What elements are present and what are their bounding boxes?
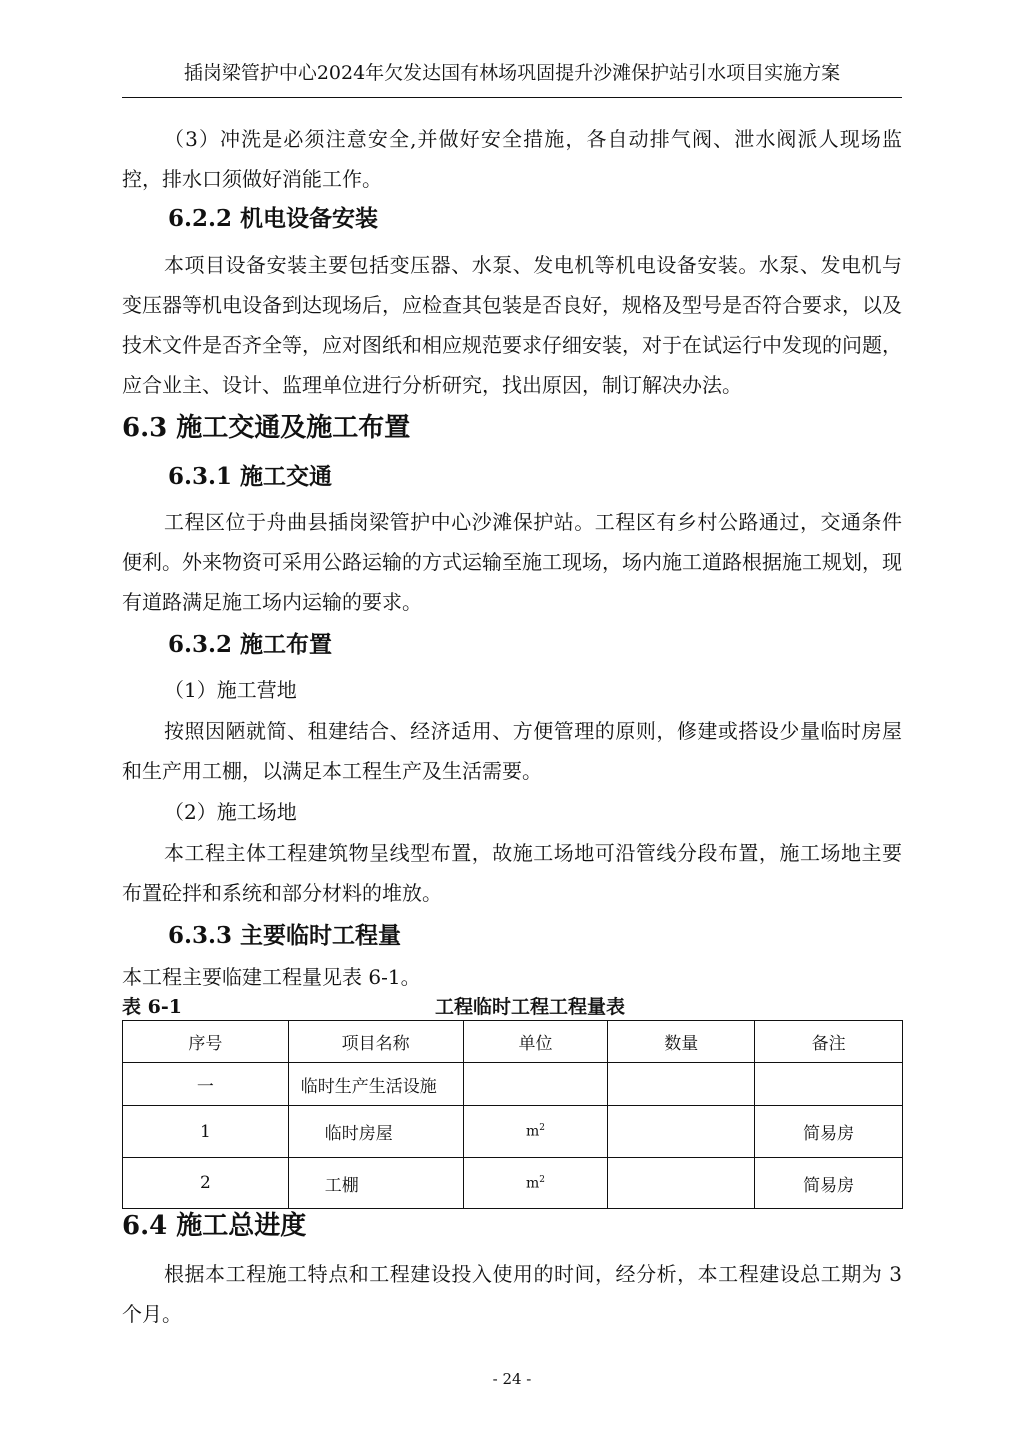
table-header-row	[123, 1021, 903, 1063]
table-header-cell: 备注	[755, 1021, 903, 1063]
table-row	[123, 1063, 903, 1106]
table-header-cell: 单位	[463, 1021, 608, 1063]
paragraph-equipment-install: 本项目设备安装主要包括变压器、水泵、发电机等机电设备安装。水泵、发电机与变压器等机电设备到达现场后，应检查其包装是否良好，规格及型号是否符合要求，以及技术文件是否齐全等，应对图纸和相应规范要求仔细安装，对于在试运行中发现的问题，应合业主、设计、监理单位进行分析研究，找出原因，制订解决办法。	[122, 253, 902, 397]
table-cell-unit	[463, 1063, 608, 1106]
paragraph-camp: 按照因陋就简、租建结合、经济适用、方便管理的原则，修建或搭设少量临时房屋和生产用工棚，以满足本工程生产及生活需要。	[122, 719, 902, 783]
table-row	[123, 1158, 903, 1209]
heading-6-3: 6.3 施工交通及施工布置	[122, 413, 411, 443]
heading-6-3-3: 6.3.3 主要临时工程量	[168, 922, 402, 949]
table-cell-no: 2	[123, 1158, 289, 1209]
table-cell-unit	[463, 1106, 608, 1158]
table-cell-no: 1	[123, 1106, 289, 1158]
temporary-works-table	[122, 1020, 903, 1209]
table-cell-name: 临时生产生活设施	[288, 1063, 463, 1106]
paragraph-schedule: 根据本工程施工特点和工程建设投入使用的时间，经分析，本工程建设总工期为 3 个月。	[122, 1262, 902, 1326]
heading-6-2-2: 6.2.2 机电设备安装	[168, 205, 379, 232]
table-cell-note	[755, 1063, 903, 1106]
table-cell-qty	[608, 1158, 755, 1209]
table-cell-qty	[608, 1106, 755, 1158]
paragraph-temp-works: 本工程主要临建工程量见表 6-1。	[122, 965, 421, 989]
heading-6-3-1: 6.3.1 施工交通	[168, 463, 333, 490]
table-cell-name: 工棚	[288, 1158, 463, 1209]
table-header-cell: 项目名称	[288, 1021, 463, 1063]
list-item-camp: （1）施工营地	[164, 678, 297, 702]
table-cell-name: 临时房屋	[288, 1106, 463, 1158]
unit-base: m	[525, 1175, 540, 1192]
paragraph-site: 本工程主体工程建筑物呈线型布置，故施工场地可沿管线分段布置，施工场地主要布置砼拌和系统和部分材料的堆放。	[122, 841, 902, 905]
table-cell-no: 一	[123, 1063, 289, 1106]
unit-base: m	[525, 1123, 540, 1140]
table-cell-qty	[608, 1063, 755, 1106]
heading-6-3-2: 6.3.2 施工布置	[168, 631, 333, 658]
heading-6-4: 6.4 施工总进度	[122, 1211, 307, 1241]
unit-superscript: 2	[539, 1174, 545, 1185]
header-divider	[122, 97, 902, 98]
table-header-cell: 序号	[123, 1021, 289, 1063]
table-title: 工程临时工程工程量表	[434, 996, 625, 1018]
table-header-cell: 数量	[608, 1021, 755, 1063]
unit-superscript: 2	[539, 1123, 545, 1134]
table-label: 表 6-1	[122, 996, 182, 1018]
table-cell-note: 简易房	[755, 1158, 903, 1209]
table-cell-unit	[463, 1158, 608, 1209]
table-row	[123, 1106, 903, 1158]
paragraph-flush-safety: （3）冲洗是必须注意安全,并做好安全措施，各自动排气阀、泄水阀派人现场监控，排水口须做好消能工作。	[122, 127, 902, 191]
page-header-title: 插岗梁管护中心2024年欠发达国有林场巩固提升沙滩保护站引水项目实施方案	[183, 62, 841, 84]
list-item-site: （2）施工场地	[164, 800, 297, 824]
table-cell-note: 简易房	[755, 1106, 903, 1158]
page-number: - 24 -	[492, 1370, 532, 1388]
paragraph-construction-traffic: 工程区位于舟曲县插岗梁管护中心沙滩保护站。工程区有乡村公路通过，交通条件便利。外来物资可采用公路运输的方式运输至施工现场，场内施工道路根据施工规划，现有道路满足施工场内运输的要求。	[122, 510, 902, 614]
